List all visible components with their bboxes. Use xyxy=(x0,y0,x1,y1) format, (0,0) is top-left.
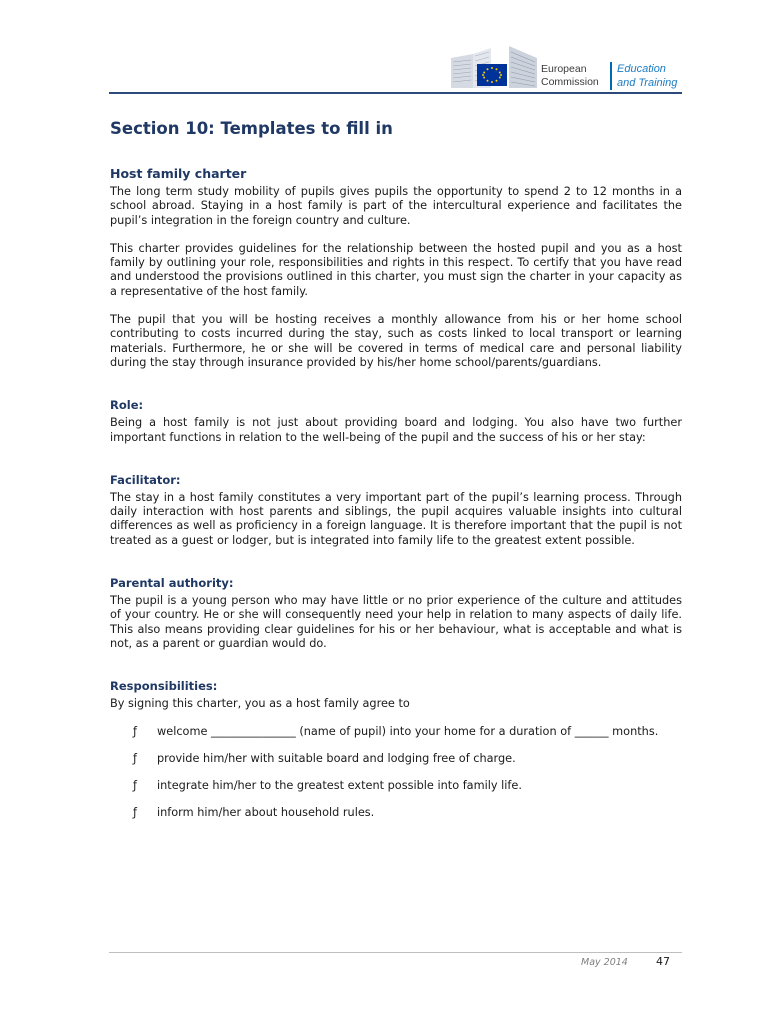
bullet-icon: ƒ xyxy=(133,751,137,765)
list-item xyxy=(110,725,682,739)
host-family-charter-heading: Host family charter xyxy=(110,166,247,181)
org-name xyxy=(541,63,599,89)
page-content xyxy=(110,118,682,821)
page-header xyxy=(0,0,770,100)
charter-paragraph-1: The long term study mobility of pupils gives pupils the opportunity to spend 2 to 12 months in a school abroad. Staying in a host family is part of the intercultural experience and facilitates the pupil’s integration in the foreign country and culture. xyxy=(110,185,682,227)
footer-date: May 2014 xyxy=(581,957,628,968)
footer-divider xyxy=(109,952,682,953)
facilitator-heading: Facilitator: xyxy=(110,472,181,487)
header-divider xyxy=(109,92,682,94)
charter-paragraph-3: The pupil that you will be hosting receives a monthly allowance from his or her home school contributing to costs incurred during the stay, such as costs linked to local transport or learning materials. Furthermore, he or she will be covered in terms of medical care and personal liability during the stay through insurance provided by his/her home school/parents/guardians. xyxy=(110,313,682,369)
department-name xyxy=(617,62,677,90)
org-line-2: Commission xyxy=(541,76,599,88)
list-item-text: provide him/her with suitable board and lodging free of charge. xyxy=(157,751,516,765)
list-item xyxy=(110,779,682,793)
section-title: Section 10: Templates to fill in xyxy=(110,119,393,138)
dept-line-2: and Training xyxy=(617,77,678,89)
role-text: Being a host family is not just about providing board and lodging. You also have two further important functions in relation to the well-being of the pupil and the success of his or her stay: xyxy=(110,416,682,444)
ec-building-emblem-icon xyxy=(451,44,537,90)
bullet-icon: ƒ xyxy=(133,779,137,793)
responsibilities-heading: Responsibilities: xyxy=(110,679,218,694)
european-commission-logo xyxy=(451,44,683,90)
parental-authority-text: The pupil is a young person who may have little or no prior experience of the culture and attitudes of your country. He or she will consequently need your help in relation to many aspects of daily life. This also means providing clear guidelines for his or her behaviour, what is acceptable and what is not, as a parent or guardian would do. xyxy=(110,594,682,650)
responsibilities-list xyxy=(110,725,682,821)
dept-line-1: Education xyxy=(617,63,666,75)
bullet-icon: ƒ xyxy=(133,724,137,738)
charter-paragraph-2: This charter provides guidelines for the relationship between the hosted pupil and you as a host family by outlining your role, responsibilities and rights in this respect. To certify that you have read and understood the provisions outlined in this charter, you must sign the charter in your capacity as a representative of the host family. xyxy=(110,241,682,298)
list-item xyxy=(110,752,682,766)
page-number: 47 xyxy=(656,955,670,968)
list-item-text: integrate him/her to the greatest extent possible into family life. xyxy=(157,779,522,793)
parental-authority-heading: Parental authority: xyxy=(110,576,234,591)
list-item xyxy=(110,806,682,820)
bullet-icon: ƒ xyxy=(133,806,137,820)
org-line-1: European xyxy=(541,63,587,75)
logo-divider xyxy=(610,62,612,90)
responsibilities-intro: By signing this charter, you as a host family agree to xyxy=(110,697,410,711)
role-heading: Role: xyxy=(110,398,144,413)
list-item-text: welcome _______________ (name of pupil) into your home for a duration of ______ months. xyxy=(157,724,659,738)
list-item-text: inform him/her about household rules. xyxy=(157,806,375,820)
facilitator-text: The stay in a host family constitutes a very important part of the pupil’s learning process. Through daily interaction with host parents and siblings, the pupil acquires valuable insights into cultural differences as well as proficiency in a foreign language. It is therefore important that the pupil is not treated as a guest or lodger, but is integrated into family life to the greatest extent possible. xyxy=(110,490,682,547)
